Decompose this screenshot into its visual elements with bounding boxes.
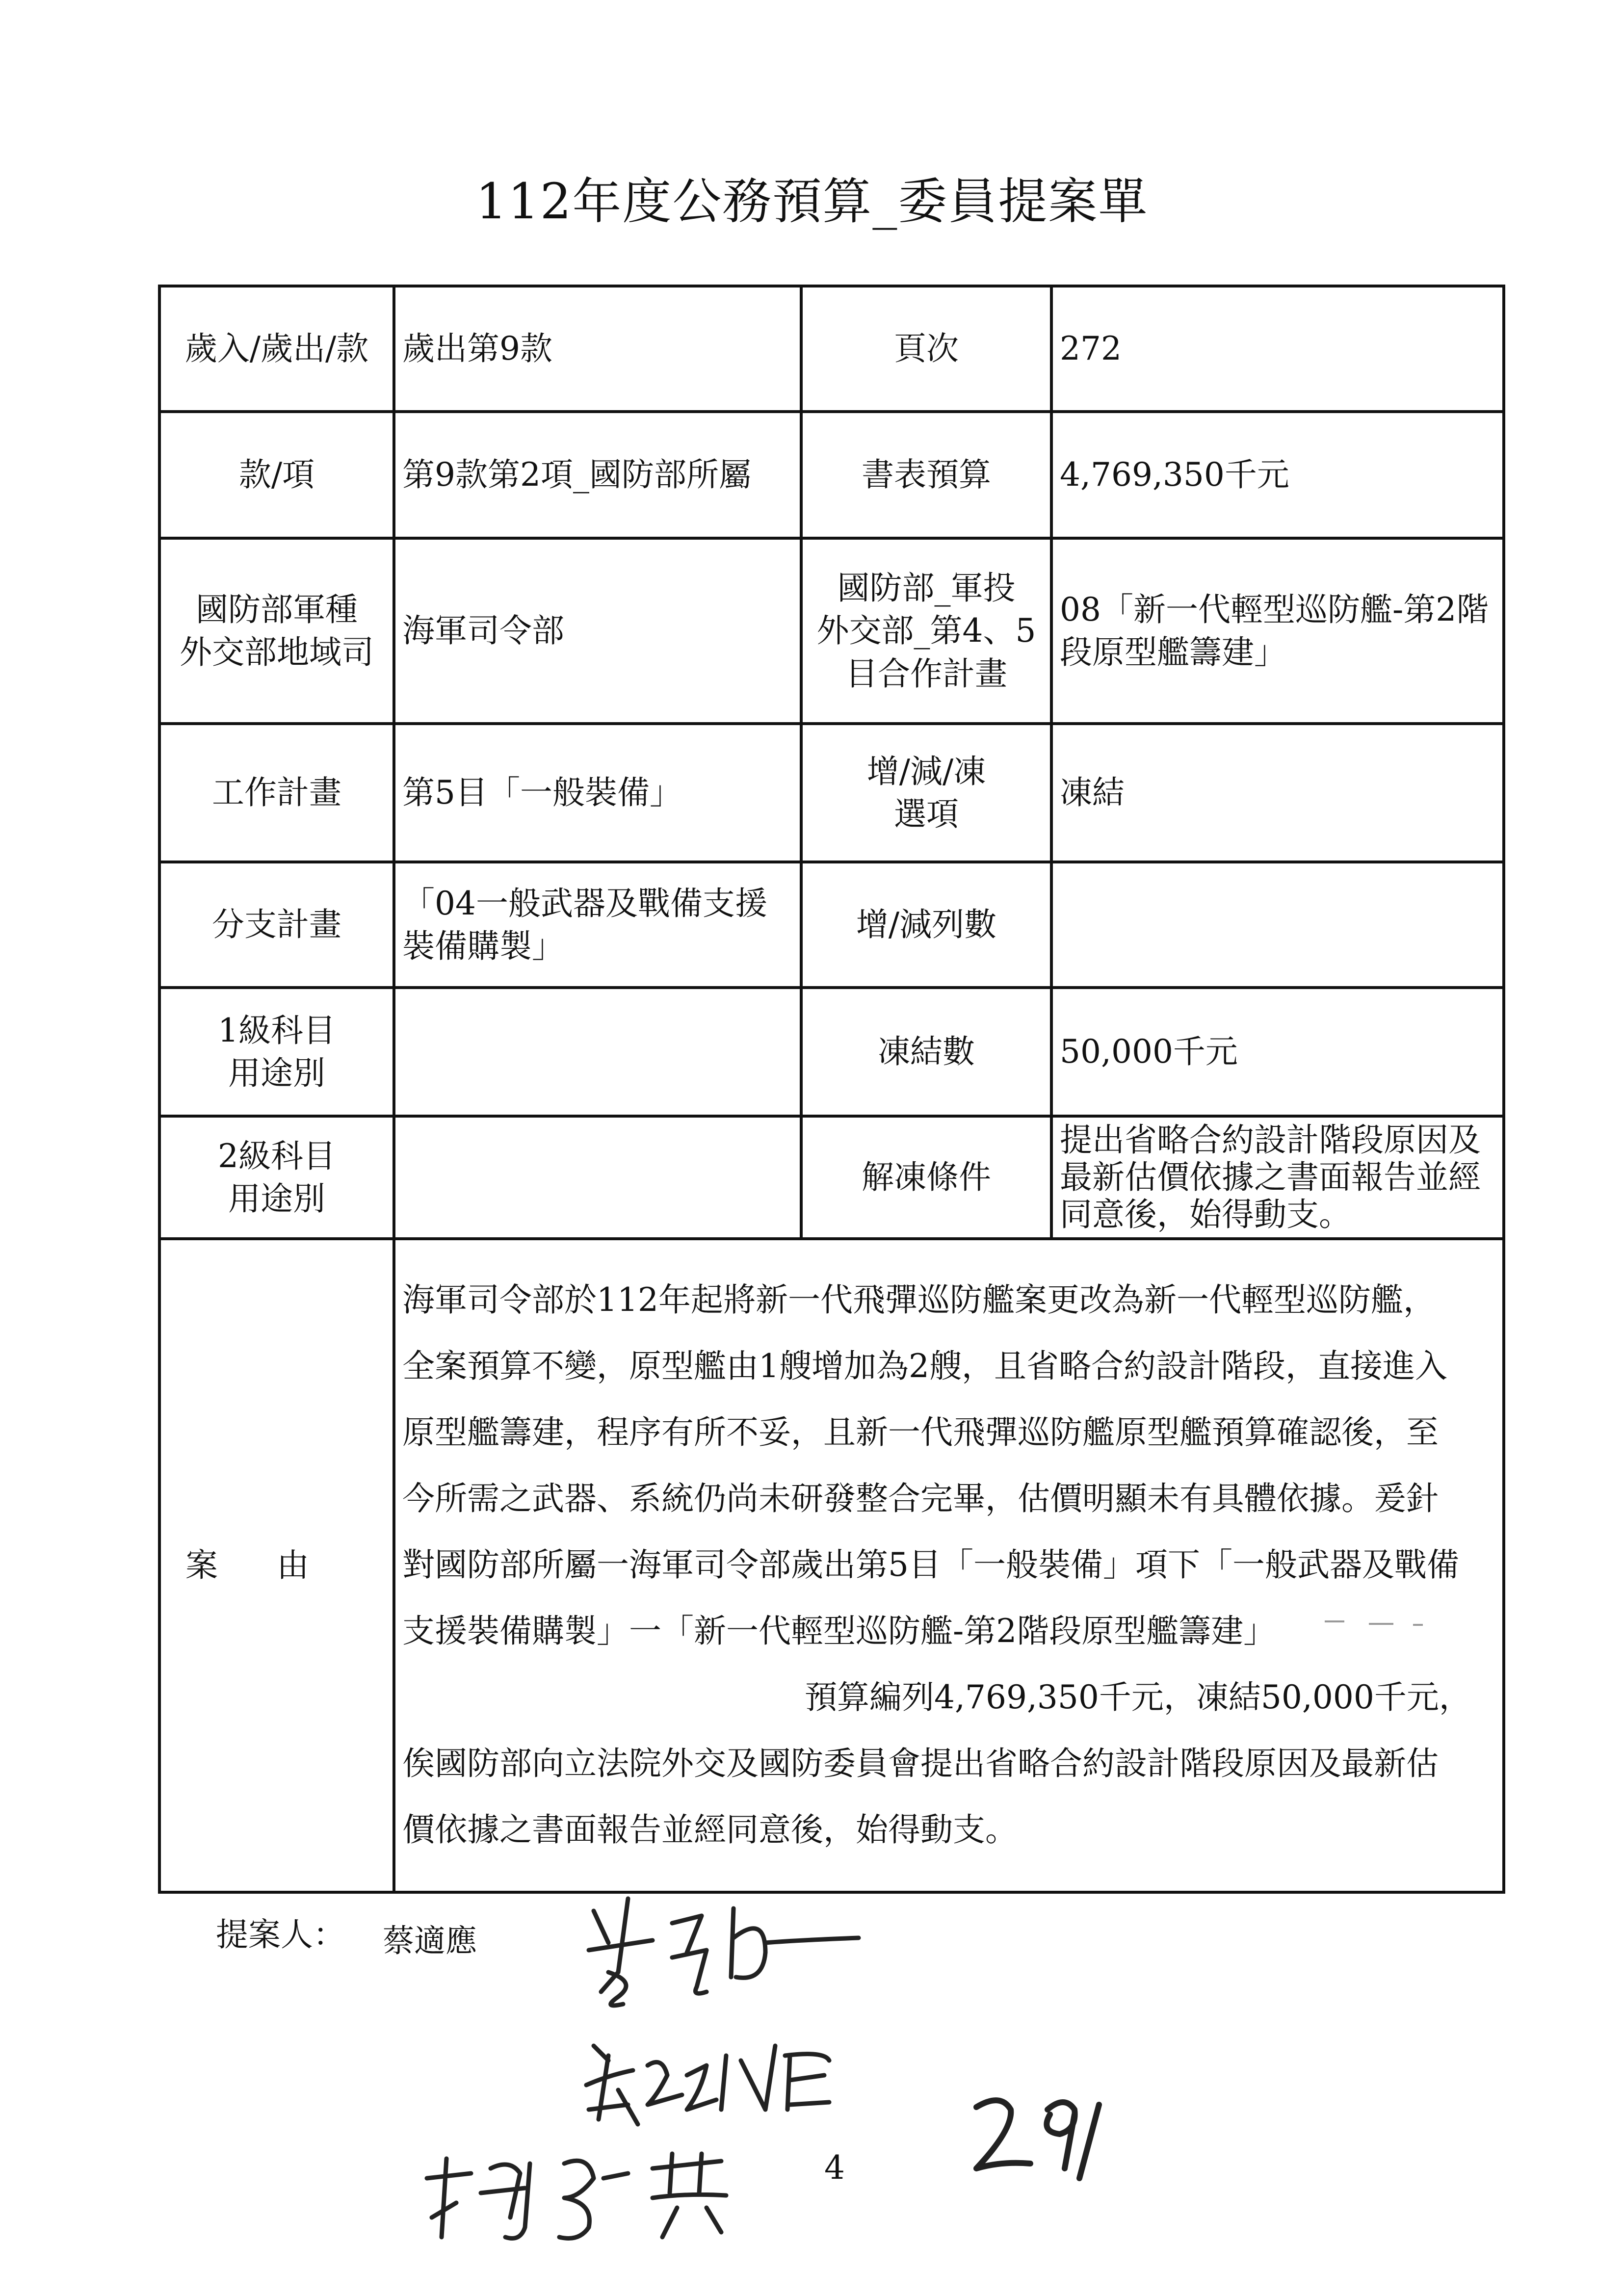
reason-line: 海軍司令部於112年起將新一代飛彈巡防艦案更改為新一代輕型巡防艦，	[402, 1280, 1436, 1319]
label-military-investment: 國防部_軍投 外交部_第4、5 目合作計畫	[801, 538, 1051, 724]
page-number: 4	[824, 2149, 845, 2187]
reason-line: 價依據之書面報告並經同意後，始得動支。	[402, 1810, 1018, 1849]
label-budget: 書表預算	[801, 412, 1051, 538]
label-level2-subject: 2級科目 用途別	[159, 1116, 394, 1239]
reason-line: 支援裝備購製」一「新一代輕型巡防艦-第2階段原型艦籌建」	[402, 1612, 1276, 1650]
proposer-label: 提案人：	[216, 1916, 345, 1954]
signature-2	[586, 2046, 829, 2124]
label-work-plan: 工作計畫	[159, 724, 394, 862]
label-frozen-amount: 凍結數	[801, 988, 1051, 1116]
label-level1-subject: 1級科目 用途別	[159, 988, 394, 1116]
form-title: 112年度公務預算_委員提案單	[475, 173, 1149, 230]
proposer-name: 蔡適應	[383, 1923, 477, 1959]
signature-3	[427, 2154, 726, 2239]
reason-line: 全案預算不變，原型艦由1艘增加為2艘，且省略合約設計階段，直接進入	[402, 1347, 1447, 1385]
value-adjust-option: 凍結	[1051, 724, 1504, 862]
label-unfreeze-condition: 解凍條件	[801, 1116, 1051, 1239]
label-adjust-amount: 增/減列數	[801, 862, 1051, 988]
value-military-investment: 08「新一代輕型巡防艦-第2階段原型艦籌建」	[1051, 538, 1504, 724]
label-item: 款/項	[159, 412, 394, 538]
label-military-branch: 國防部軍種 外交部地域司	[159, 538, 394, 724]
value-work-plan: 第5目「一般裝備」	[394, 724, 801, 862]
value-budget: 4,769,350千元	[1051, 412, 1504, 538]
reason-line: 對國防部所屬一海軍司令部歲出第5目「一般裝備」項下「一般武器及戰備	[402, 1545, 1459, 1584]
value-revenue-expense-item: 歲出第9款	[394, 286, 801, 412]
value-unfreeze-condition: 提出省略合約設計階段原因及最新估價依據之書面報告並經同意後，始得動支。	[1051, 1116, 1504, 1239]
scan-marks	[1325, 1621, 1423, 1625]
reason-line: 原型艦籌建，程序有所不妥，且新一代飛彈巡防艦原型艦預算確認後，至	[402, 1413, 1439, 1451]
label-revenue-expense-item: 歲入/歲出/款	[159, 286, 394, 412]
value-military-branch: 海軍司令部	[394, 538, 801, 724]
label-page: 頁次	[801, 286, 1051, 412]
label-reason: 案由	[159, 1239, 394, 1892]
value-page: 272	[1051, 286, 1504, 412]
label-sub-plan: 分支計畫	[159, 862, 394, 988]
value-sub-plan: 「04一般武器及戰備支援裝備購製」	[394, 862, 801, 988]
reason-line: 俟國防部向立法院外交及國防委員會提出省略合約設計階段原因及最新估	[402, 1744, 1439, 1782]
value-frozen-amount: 50,000千元	[1051, 988, 1504, 1116]
reason-line: 今所需之武器、系統仍尚未研發整合完畢，估價明顯未有具體依據。爰針	[402, 1479, 1439, 1517]
handwritten-number-text: 291	[971, 2161, 1009, 2183]
reason-line: 預算編列4,769,350千元，凍結50,000千元，	[805, 1678, 1471, 1716]
value-item: 第9款第2項_國防部所屬	[394, 412, 801, 538]
label-adjust-option: 增/減/凍 選項	[801, 724, 1051, 862]
signature-1	[589, 1899, 859, 2006]
